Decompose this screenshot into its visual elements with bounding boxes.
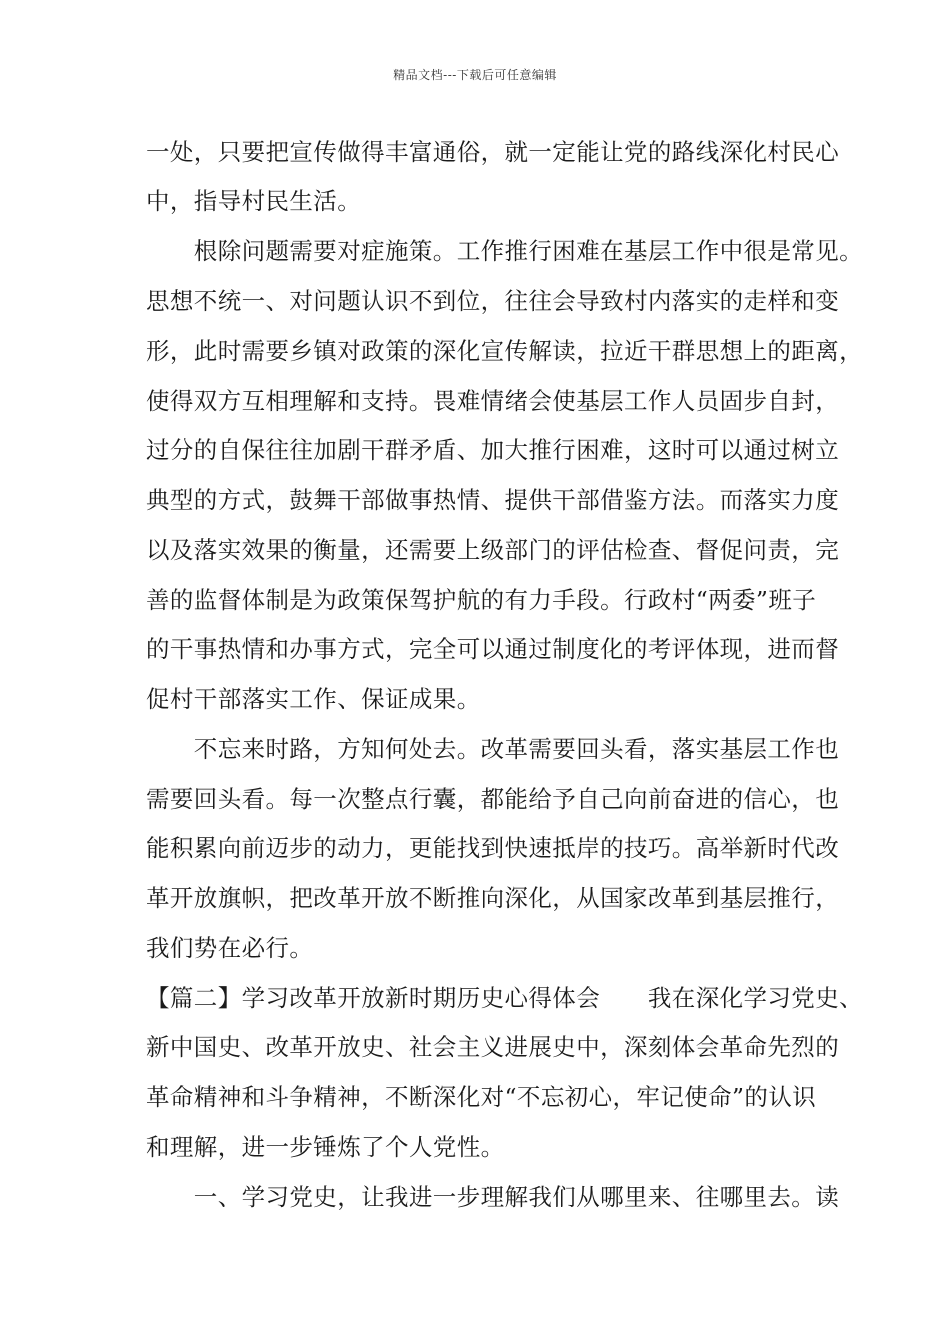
body-line: 善的监督体制是为政策保驾护航的有力手段。行政村“两委”班子 bbox=[146, 586, 817, 614]
body-line: 使得双方互相理解和支持。畏难情绪会使基层工作人员固步自封， bbox=[146, 387, 840, 415]
section-heading-line: 【篇二】学习改革开放新时期历史心得体会 我在深化学习党史、 bbox=[146, 984, 863, 1012]
body-line: 能积累向前迈步的动力，更能找到快速抵岸的技巧。高举新时代改 bbox=[146, 834, 840, 862]
body-line: 典型的方式，鼓舞干部做事热情、提供干部借鉴方法。而落实力度 bbox=[146, 486, 840, 514]
body-line: 促村干部落实工作、保证成果。 bbox=[146, 685, 481, 713]
body-line: 一处，只要把宣传做得丰富通俗，就一定能让党的路线深化村民心 bbox=[146, 138, 840, 166]
body-line: 革命精神和斗争精神，不断深化对“不忘初心，牢记使命”的认识 bbox=[146, 1083, 817, 1111]
body-line: 一、学习党史，让我进一步理解我们从哪里来、往哪里去。读 bbox=[146, 1183, 840, 1211]
body-line: 的干事热情和办事方式，完全可以通过制度化的考评体现，进而督 bbox=[146, 635, 840, 663]
body-line: 新中国史、改革开放史、社会主义进展史中，深刻体会革命先烈的 bbox=[146, 1033, 840, 1061]
body-line: 我们势在必行。 bbox=[146, 934, 314, 962]
page-header: 精品文档---下载后可任意编辑 bbox=[393, 68, 557, 82]
body-line: 过分的自保往往加剧干群矛盾、加大推行困难，这时可以通过树立 bbox=[146, 436, 840, 464]
body-line: 需要回头看。每一次整点行囊，都能给予自己向前奋进的信心，也 bbox=[146, 785, 840, 813]
body-line: 中，指导村民生活。 bbox=[146, 187, 362, 215]
body-line: 思想不统一、对问题认识不到位，往往会导致村内落实的走样和变 bbox=[146, 287, 840, 315]
body-line: 和理解，进一步锤炼了个人党性。 bbox=[146, 1133, 505, 1161]
body-line: 不忘来时路，方知何处去。改革需要回头看，落实基层工作也 bbox=[146, 735, 840, 763]
body-line: 形，此时需要乡镇对政策的深化宣传解读，拉近干群思想上的距离， bbox=[146, 337, 863, 365]
body-line: 革开放旗帜，把改革开放不断推向深化，从国家改革到基层推行， bbox=[146, 884, 840, 912]
body-line: 根除问题需要对症施策。工作推行困难在基层工作中很是常见。 bbox=[146, 237, 863, 265]
body-line: 以及落实效果的衡量，还需要上级部门的评估检查、督促问责，完 bbox=[146, 536, 840, 564]
